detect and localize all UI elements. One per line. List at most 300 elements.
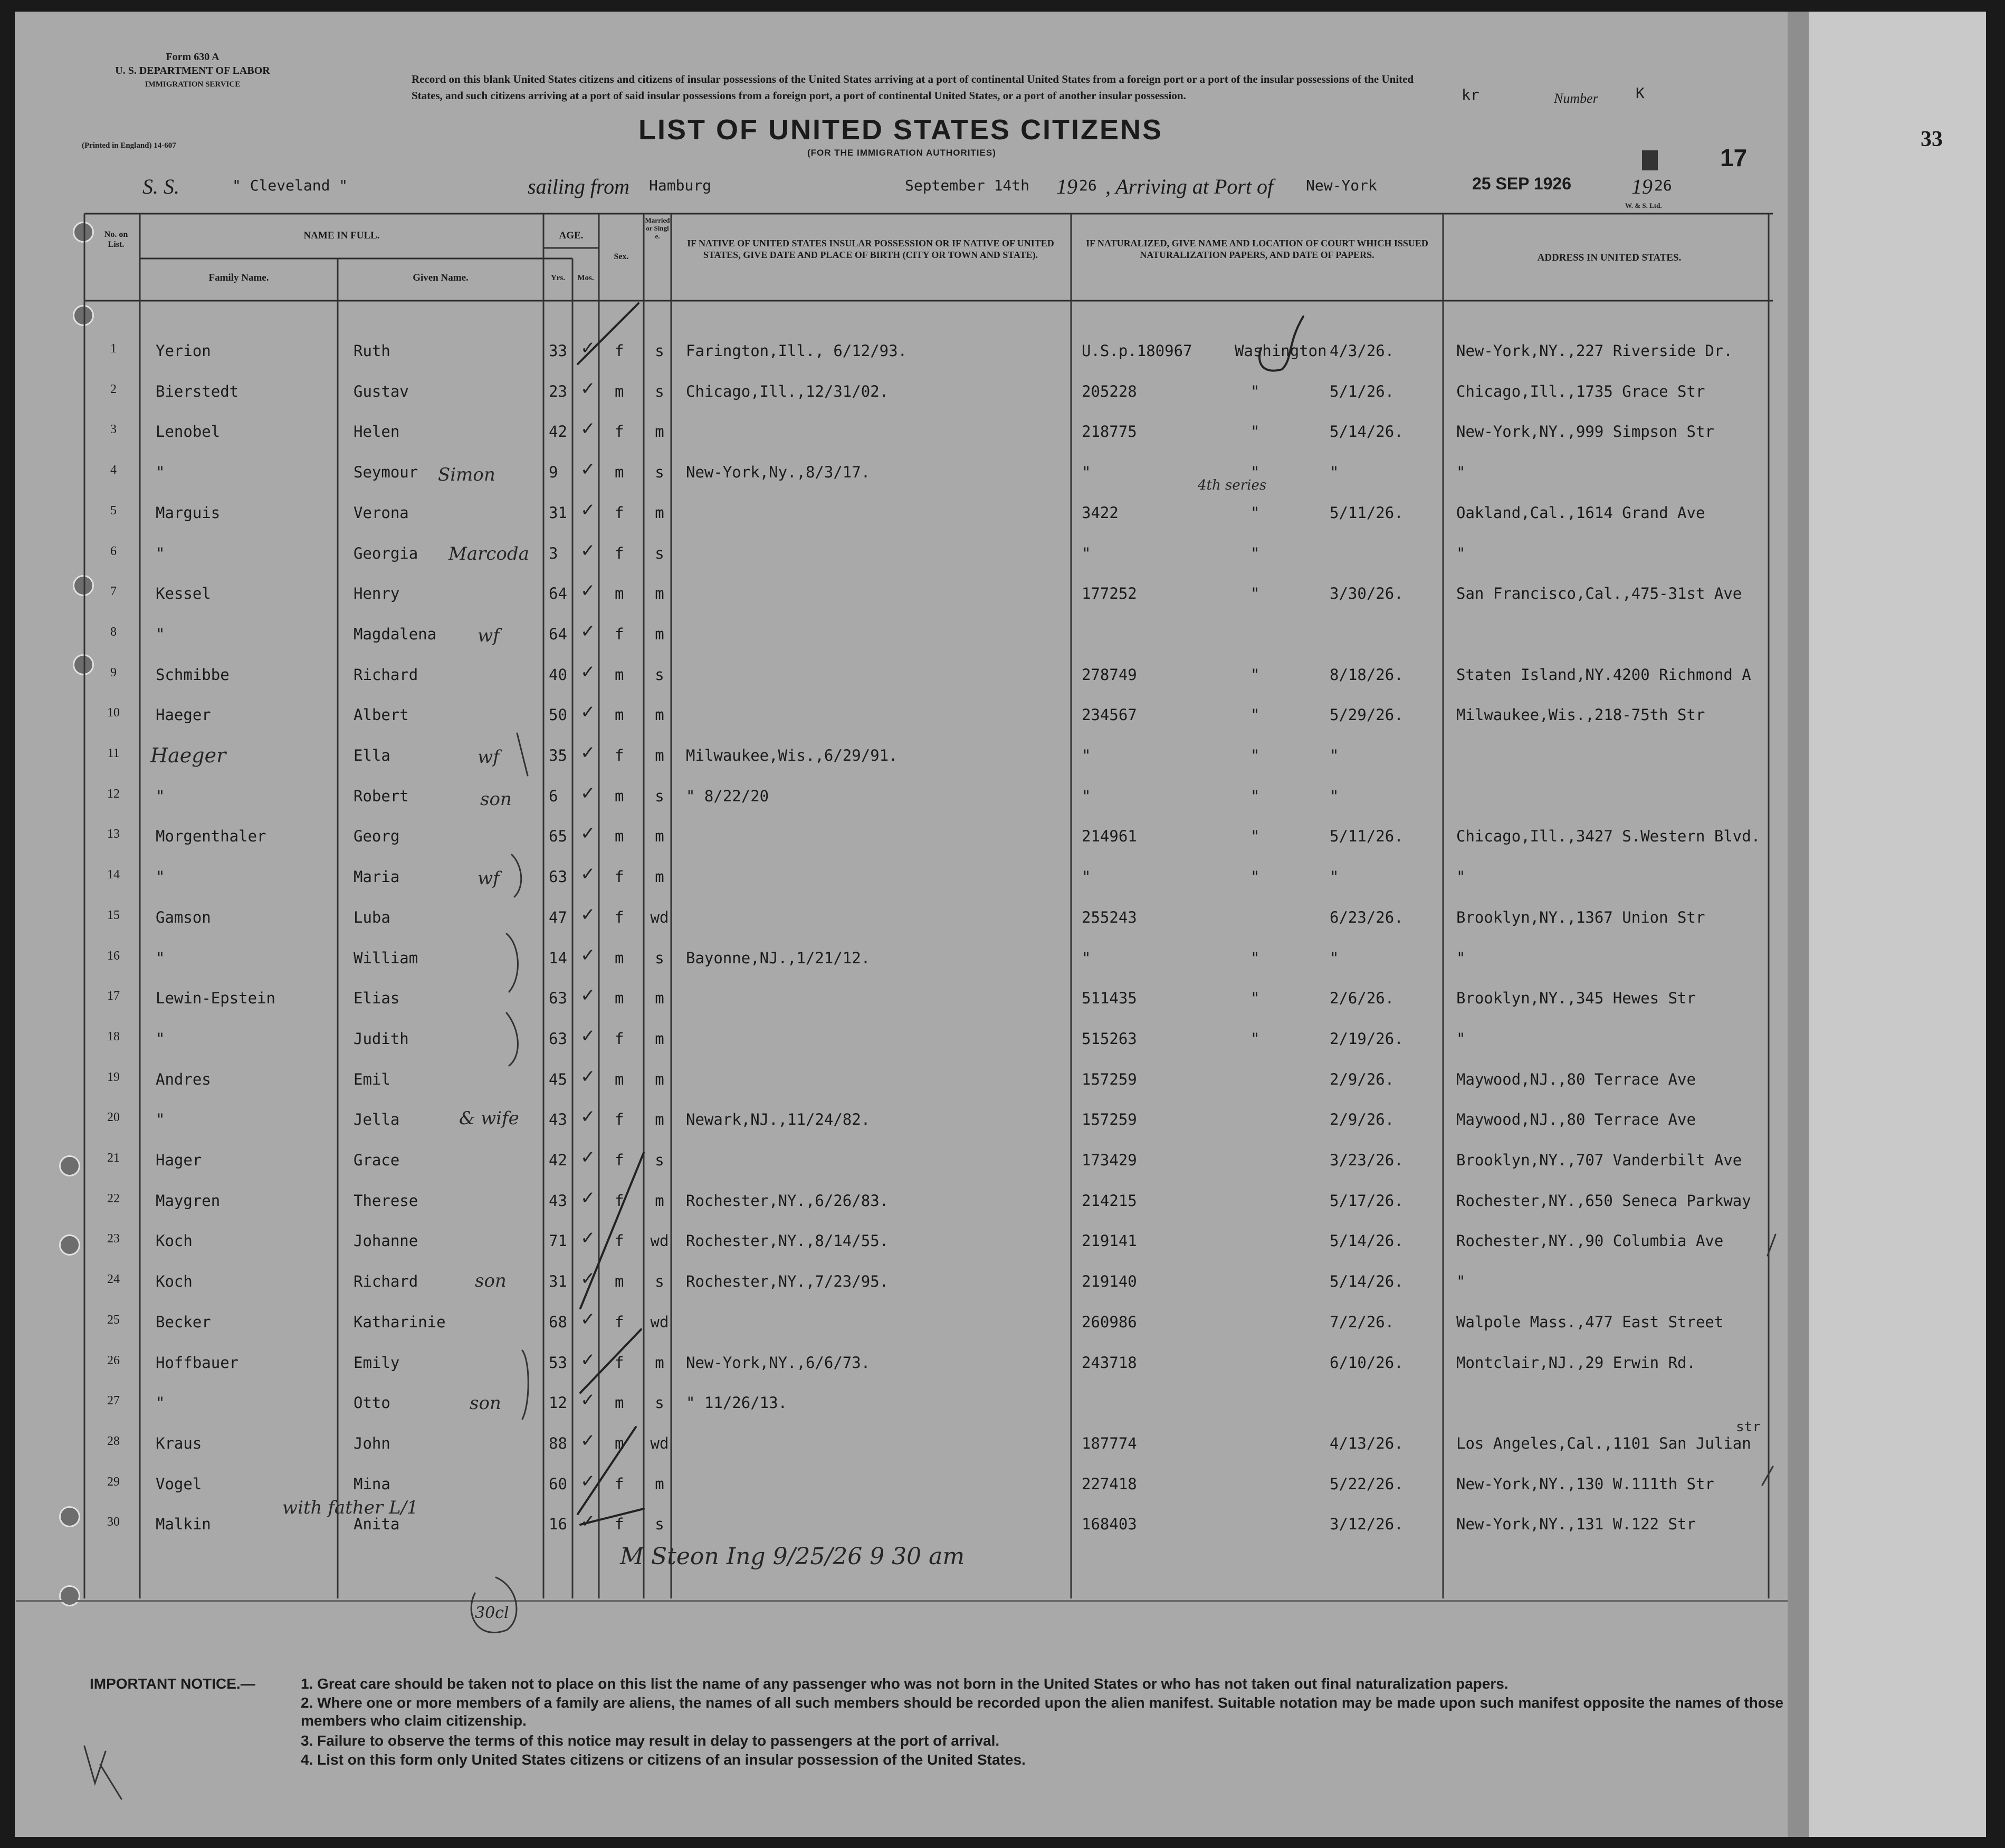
sheet-number: 17: [1720, 144, 1748, 171]
marital-status: m: [655, 423, 664, 441]
marital-status: wd: [650, 908, 669, 926]
sex: m: [615, 463, 624, 482]
arriving-label: , Arriving at Port of: [1105, 175, 1274, 198]
sex: f: [615, 625, 624, 643]
family-name: Lewin-Epstein: [156, 989, 275, 1008]
annotation-son-12: son: [480, 789, 512, 810]
check-mark-icon: ✓: [580, 1228, 596, 1249]
court-name: ": [1250, 706, 1260, 724]
court-name: ": [1250, 503, 1260, 522]
col-address: ADDRESS IN UNITED STATES.: [1537, 252, 1682, 263]
us-address: Oakland,Cal.,1614 Grand Ave: [1456, 503, 1705, 522]
marital-status: m: [655, 706, 664, 724]
marital-status: s: [655, 787, 664, 805]
given-name: Seymour: [354, 463, 418, 482]
birth-place-date: Chicago,Ill.,12/31/02.: [686, 382, 889, 400]
check-mark-icon: ✓: [580, 661, 596, 683]
paper-date: 5/1/26.: [1330, 382, 1395, 400]
naturalization-paper: ": [1082, 787, 1091, 805]
family-name: ": [156, 544, 165, 562]
given-name: Emily: [354, 1353, 400, 1372]
notice-item-2: 2. Where one or more members of a family are aliens, the names of all such members should be recorded upon the alien manifest. Suitable notation may be made upon such manifest opposite the names of those members who claim citizenship.: [301, 1694, 1783, 1729]
date-from: September 14th: [905, 177, 1030, 194]
family-name: Becker: [156, 1313, 211, 1331]
naturalization-paper: ": [1082, 544, 1091, 562]
birth-place-date: " 11/26/13.: [686, 1394, 788, 1412]
age-years: 68: [549, 1313, 567, 1331]
family-name: Maygren: [156, 1191, 221, 1210]
paper-date: ": [1330, 787, 1339, 805]
row-number: 9: [110, 665, 117, 679]
given-name: John: [354, 1434, 390, 1452]
given-name: William: [354, 949, 418, 967]
family-name: ": [156, 625, 165, 643]
us-address: Maywood,NJ.,80 Terrace Ave: [1456, 1070, 1696, 1088]
age-years: 88: [549, 1434, 567, 1452]
col-no: No. on List.: [104, 230, 128, 249]
naturalization-paper: 205228: [1082, 382, 1137, 400]
naturalization-paper: 214961: [1082, 827, 1137, 846]
row-number: 2: [110, 382, 117, 396]
family-name: Malkin: [156, 1515, 211, 1534]
check-mark-icon: ✓: [580, 1147, 596, 1168]
family-name: ": [156, 787, 165, 805]
family-name: Schmibbe: [156, 665, 230, 684]
age-years: 35: [549, 746, 567, 764]
us-address: Brooklyn,NY.,345 Hewes Str: [1456, 989, 1696, 1008]
check-mark-icon: ✓: [580, 338, 596, 359]
paper-date: 5/17/26.: [1330, 1191, 1404, 1210]
paper-date: ": [1330, 949, 1339, 967]
year-to-hand: 26: [1654, 177, 1672, 194]
naturalization-paper: 187774: [1082, 1434, 1137, 1452]
check-mark-icon: ✓: [580, 1390, 596, 1411]
check-mark-icon: ✓: [580, 418, 596, 440]
row-number: 8: [110, 625, 117, 639]
sex: m: [615, 989, 624, 1008]
number-label: Number: [1554, 91, 1598, 106]
court-name: ": [1250, 423, 1260, 441]
us-address: New-York,NY.,227 Riverside Dr.: [1456, 342, 1733, 360]
record-instructions: Record on this blank United States citizens and citizens of insular possessions of the United States arriving at a port of continental United States from a foreign port or a port of the insular possessions of the United States, and such citizens arriving at a port of said insular possessions from a foreign port, a port of continental United States, or a port of another insular possession.: [412, 73, 1414, 102]
check-mark-icon: ✓: [580, 459, 596, 481]
family-name: Koch: [156, 1232, 193, 1250]
row-number: 24: [107, 1272, 120, 1287]
ss-label: S. S.: [142, 175, 179, 198]
row-number: 15: [107, 908, 120, 922]
naturalization-paper: 511435: [1082, 989, 1137, 1008]
row-number: 20: [107, 1110, 120, 1125]
naturalization-paper: 219141: [1082, 1232, 1137, 1250]
annotation-wife-20: & wife: [459, 1108, 519, 1129]
naturalization-paper: 227418: [1082, 1474, 1137, 1493]
birth-place-date: New-York,NY.,6/6/73.: [686, 1353, 871, 1372]
court-name: ": [1250, 746, 1260, 764]
age-years: 3: [549, 544, 558, 562]
marital-status: m: [655, 503, 664, 522]
given-name: Emil: [354, 1070, 390, 1088]
marital-status: m: [655, 625, 664, 643]
kr-mark: kr: [1462, 86, 1479, 103]
naturalization-paper: 243718: [1082, 1353, 1137, 1372]
check-mark-icon: ✓: [580, 702, 596, 723]
sex: f: [615, 544, 624, 562]
sex: m: [615, 1070, 624, 1088]
sex: f: [615, 1191, 624, 1210]
age-years: 43: [549, 1110, 567, 1129]
check-mark-icon: ✓: [580, 1470, 596, 1492]
col-age: AGE.: [559, 230, 584, 241]
us-address: ": [1456, 1272, 1466, 1291]
sex: m: [615, 706, 624, 724]
check-mark-icon: ✓: [580, 1308, 596, 1330]
given-name: Richard: [354, 1272, 418, 1291]
given-name: Grace: [354, 1151, 400, 1169]
court-name: ": [1250, 787, 1260, 805]
check-mark-icon: ✓: [580, 904, 596, 925]
arrival-stamp: 25 SEP 1926: [1472, 174, 1572, 193]
year-to-print: 19: [1631, 175, 1653, 198]
page-title: LIST OF UNITED STATES CITIZENS: [638, 114, 1163, 146]
row-number: 7: [110, 585, 117, 599]
col-given-name: Given Name.: [413, 272, 469, 283]
court-name: ": [1250, 665, 1260, 684]
row-number: 26: [107, 1353, 120, 1367]
us-address: Staten Island,NY.4200 Richmond A: [1456, 665, 1751, 684]
age-years: 45: [549, 1070, 567, 1088]
us-address: New-York,NY.,999 Simpson Str: [1456, 423, 1714, 441]
us-address: Montclair,NJ.,29 Erwin Rd.: [1456, 1353, 1696, 1372]
family-name: Lenobel: [156, 423, 221, 441]
check-mark-icon: ✓: [580, 944, 596, 966]
court-name: ": [1250, 382, 1260, 400]
family-name: Marguis: [156, 503, 221, 522]
notice-label: IMPORTANT NOTICE.—: [90, 1675, 255, 1692]
age-years: 33: [549, 342, 567, 360]
marital-status: s: [655, 1394, 664, 1412]
birth-place-date: New-York,Ny.,8/3/17.: [686, 463, 871, 482]
given-name: Verona: [354, 503, 409, 522]
page-subtitle: (FOR THE IMMIGRATION AUTHORITIES): [807, 148, 996, 158]
naturalization-paper: ": [1082, 949, 1091, 967]
age-years: 60: [549, 1474, 567, 1493]
court-name: ": [1250, 989, 1260, 1008]
marital-status: m: [655, 585, 664, 603]
sex: f: [615, 1029, 624, 1048]
age-years: 50: [549, 706, 567, 724]
row-number: 14: [107, 868, 120, 882]
family-name: Morgenthaler: [156, 827, 266, 846]
court-name: ": [1250, 544, 1260, 562]
age-years: 40: [549, 665, 567, 684]
marital-status: m: [655, 1474, 664, 1493]
row-number: 18: [107, 1029, 120, 1043]
paper-date: 3/30/26.: [1330, 585, 1404, 603]
row-number: 13: [107, 827, 120, 841]
paper-date: 4/13/26.: [1330, 1434, 1404, 1452]
marital-status: wd: [650, 1232, 669, 1250]
sex: m: [615, 1394, 624, 1412]
age-years: 42: [549, 423, 567, 441]
marital-status: m: [655, 1070, 664, 1088]
marital-status: s: [655, 382, 664, 400]
given-name: Georg: [354, 827, 400, 846]
sex: m: [615, 382, 624, 400]
given-name: Jella: [354, 1110, 400, 1129]
age-years: 23: [549, 382, 567, 400]
us-address: ": [1456, 463, 1466, 482]
check-mark-icon: ✓: [580, 1187, 596, 1209]
naturalization-paper: 234567: [1082, 706, 1137, 724]
sex: f: [615, 746, 624, 764]
paper-date: 8/18/26.: [1330, 665, 1404, 684]
check-mark-icon: ✓: [580, 1025, 596, 1047]
sex: m: [615, 585, 624, 603]
birth-place-date: Rochester,NY.,8/14/55.: [686, 1232, 889, 1250]
us-address: Brooklyn,NY.,707 Vanderbilt Ave: [1456, 1151, 1742, 1169]
birth-place-date: Bayonne,NJ.,1/21/12.: [686, 949, 871, 967]
age-years: 12: [549, 1394, 567, 1412]
annotation-series: 4th series: [1198, 477, 1267, 493]
annotation-son-24: son: [475, 1270, 507, 1291]
check-mark-icon: ✓: [580, 1430, 596, 1451]
naturalization-paper: U.S.p.180967: [1082, 342, 1192, 360]
naturalization-paper: 219140: [1082, 1272, 1137, 1291]
row-number: 29: [107, 1474, 120, 1489]
given-name: Maria: [354, 868, 400, 886]
sex: f: [615, 1474, 624, 1493]
court-name: ": [1250, 1029, 1260, 1048]
paper-date: 2/9/26.: [1330, 1110, 1395, 1129]
col-name-in-full: NAME IN FULL.: [303, 230, 380, 241]
us-address: Los Angeles,Cal.,1101 San Julian: [1456, 1434, 1751, 1452]
number-value: K: [1636, 84, 1645, 102]
sex: f: [615, 1515, 624, 1534]
ship-name: " Cleveland ": [232, 177, 348, 194]
age-years: 31: [549, 503, 567, 522]
naturalization-paper: 3422: [1082, 503, 1119, 522]
given-name: Otto: [354, 1394, 390, 1412]
sex: m: [615, 787, 624, 805]
us-address: New-York,NY.,130 W.111th Str: [1456, 1474, 1714, 1493]
annotation-with-father: with father L/1: [282, 1497, 418, 1518]
row-number: 19: [107, 1070, 120, 1084]
age-years: 71: [549, 1232, 567, 1250]
port-from: Hamburg: [649, 177, 712, 194]
family-name: Hager: [156, 1151, 202, 1169]
court-name: Washington: [1235, 342, 1327, 360]
paper-date: 6/10/26.: [1330, 1353, 1404, 1372]
col-naturalized: IF NATURALIZED, GIVE NAME AND LOCATION OF COURT WHICH ISSUED NATURALIZATION PAPERS, AND DATE OF PAPERS.: [1086, 238, 1428, 260]
family-name: ": [156, 949, 165, 967]
col-married: Married or Single.: [645, 216, 670, 240]
age-years: 42: [549, 1151, 567, 1169]
us-address: Milwaukee,Wis.,218-75th Str: [1456, 706, 1705, 724]
given-name: Gustav: [354, 382, 409, 400]
annotation-son-27: son: [470, 1393, 501, 1414]
row-number: 30: [107, 1515, 120, 1529]
printed-note: (Printed in England) 14-607: [82, 141, 176, 150]
age-years: 64: [549, 585, 567, 603]
sex: f: [615, 1151, 624, 1169]
check-mark-icon: ✓: [580, 823, 596, 845]
notice-item-4: 4. List on this form only United States citizens or citizens of an insular possession of the United States.: [301, 1751, 1026, 1768]
sex: f: [615, 868, 624, 886]
age-years: 63: [549, 989, 567, 1008]
annotation-str: str: [1736, 1419, 1761, 1435]
age-years: 14: [549, 949, 567, 967]
given-name: Mina: [354, 1474, 390, 1493]
marital-status: m: [655, 1110, 664, 1129]
family-name: Gamson: [156, 908, 211, 926]
row-number: 23: [107, 1232, 120, 1246]
annotation-wife-11: wf: [478, 746, 500, 768]
notice-item-3: 3. Failure to observe the terms of this notice may result in delay to passengers at the port of arrival.: [301, 1732, 1000, 1749]
naturalization-paper: 173429: [1082, 1151, 1137, 1169]
naturalization-paper: ": [1082, 868, 1091, 886]
us-address: ": [1456, 949, 1466, 967]
naturalization-paper: 218775: [1082, 423, 1137, 441]
given-name: Johanne: [354, 1232, 418, 1250]
paper-date: 2/6/26.: [1330, 989, 1395, 1008]
check-mark-icon: ✓: [580, 1511, 596, 1533]
row-number: 10: [107, 706, 120, 720]
sex: m: [615, 665, 624, 684]
row-number: 28: [107, 1434, 120, 1448]
us-address: New-York,NY.,131 W.122 Str: [1456, 1515, 1696, 1534]
sailing-from-label: sailing from: [528, 175, 629, 198]
naturalization-paper: 260986: [1082, 1313, 1137, 1331]
annotation-simon: Simon: [438, 464, 495, 485]
service: IMMIGRATION SERVICE: [145, 80, 241, 89]
marital-status: m: [655, 746, 664, 764]
notice-item-1: 1. Great care should be taken not to place on this list the name of any passenger who was not born in the United States or who has not taken out final naturalization papers.: [301, 1675, 1508, 1692]
paper-date: 5/29/26.: [1330, 706, 1404, 724]
family-name: Hoffbauer: [156, 1353, 239, 1372]
given-name: Helen: [354, 423, 400, 441]
printer-mark: W. & S. Ltd.: [1625, 202, 1662, 209]
paper-date: 6/23/26.: [1330, 908, 1404, 926]
age-years: 31: [549, 1272, 567, 1291]
marital-status: s: [655, 342, 664, 360]
sex: m: [615, 1272, 624, 1291]
paper-date: 5/14/26.: [1330, 423, 1404, 441]
given-name: Luba: [354, 908, 390, 926]
age-years: 47: [549, 908, 567, 926]
check-mark-icon: ✓: [580, 1349, 596, 1371]
sex: f: [615, 503, 624, 522]
given-name: Therese: [354, 1191, 418, 1210]
year-from-hand: 26: [1079, 177, 1097, 194]
family-name: ": [156, 1110, 165, 1129]
row-number: 6: [110, 544, 117, 558]
naturalization-paper: 168403: [1082, 1515, 1137, 1534]
court-name: ": [1250, 827, 1260, 846]
paper-date: ": [1330, 746, 1339, 764]
row-number: 1: [110, 342, 117, 356]
row-number: 21: [107, 1151, 120, 1165]
port-to: New-York: [1306, 177, 1377, 194]
naturalization-paper: ": [1082, 746, 1091, 764]
marital-status: m: [655, 1029, 664, 1048]
age-years: 9: [549, 463, 558, 482]
paper-date: 2/9/26.: [1330, 1070, 1395, 1088]
check-mark-icon: ✓: [580, 580, 596, 602]
row-number: 11: [107, 746, 120, 760]
check-mark-icon: ✓: [580, 742, 596, 763]
naturalization-paper: 255243: [1082, 908, 1137, 926]
age-years: 6: [549, 787, 558, 805]
given-name: Katharinie: [354, 1313, 446, 1331]
paper-date: 5/14/26.: [1330, 1232, 1404, 1250]
birth-place-date: Farington,Ill., 6/12/93.: [686, 342, 908, 360]
birth-place-date: Milwaukee,Wis.,6/29/91.: [686, 746, 898, 764]
family-name: ": [156, 463, 165, 482]
given-name: Robert: [354, 787, 409, 805]
col-family-name: Family Name.: [208, 272, 269, 283]
age-years: 53: [549, 1353, 567, 1372]
sex: f: [615, 908, 624, 926]
paper-date: 5/11/26.: [1330, 503, 1404, 522]
sex: f: [615, 1313, 624, 1331]
us-address: ": [1456, 1029, 1466, 1048]
court-name: ": [1250, 949, 1260, 967]
given-name: Georgia: [354, 544, 418, 562]
form-number: Form 630 A: [166, 51, 219, 63]
sex: f: [615, 1232, 624, 1250]
row-number: 17: [107, 989, 120, 1003]
paper-date: 3/23/26.: [1330, 1151, 1404, 1169]
marital-status: m: [655, 827, 664, 846]
row-number: 4: [110, 463, 117, 477]
paper-date: 3/12/26.: [1330, 1515, 1404, 1534]
birth-place-date: " 8/22/20: [686, 787, 769, 805]
court-name: ": [1250, 463, 1260, 482]
marital-status: s: [655, 1151, 664, 1169]
paper-date: ": [1330, 463, 1339, 482]
given-name: Richard: [354, 665, 418, 684]
annotation-circled: 30cl: [475, 1604, 509, 1622]
check-mark-icon: ✓: [580, 499, 596, 521]
marital-status: m: [655, 1191, 664, 1210]
naturalization-paper: 278749: [1082, 665, 1137, 684]
page-number: 33: [1921, 127, 1943, 151]
naturalization-paper: 515263: [1082, 1029, 1137, 1048]
check-mark-icon: ✓: [580, 540, 596, 561]
us-address: Rochester,NY.,90 Columbia Ave: [1456, 1232, 1724, 1250]
marital-status: s: [655, 665, 664, 684]
us-address: Walpole Mass.,477 East Street: [1456, 1313, 1724, 1331]
check-mark-icon: ✓: [580, 378, 596, 399]
family-name: Kraus: [156, 1434, 202, 1452]
row-number: 25: [107, 1313, 120, 1327]
us-address: Maywood,NJ.,80 Terrace Ave: [1456, 1110, 1696, 1129]
marital-status: wd: [650, 1313, 669, 1331]
annotation-haeger: Haeger: [150, 744, 226, 767]
sex: f: [615, 423, 624, 441]
row-number: 27: [107, 1394, 120, 1408]
check-mark-icon: ✓: [580, 1066, 596, 1087]
family-name: Bierstedt: [156, 382, 239, 400]
annotation-wife-14: wf: [478, 868, 500, 889]
annotation-marcoda: Marcoda: [448, 543, 529, 564]
marital-status: m: [655, 1353, 664, 1372]
given-name: Anita: [354, 1515, 400, 1534]
check-mark-icon: ✓: [580, 864, 596, 885]
check-mark-icon: ✓: [580, 1106, 596, 1128]
court-name: ": [1250, 868, 1260, 886]
paper-date: 4/3/26.: [1330, 342, 1395, 360]
